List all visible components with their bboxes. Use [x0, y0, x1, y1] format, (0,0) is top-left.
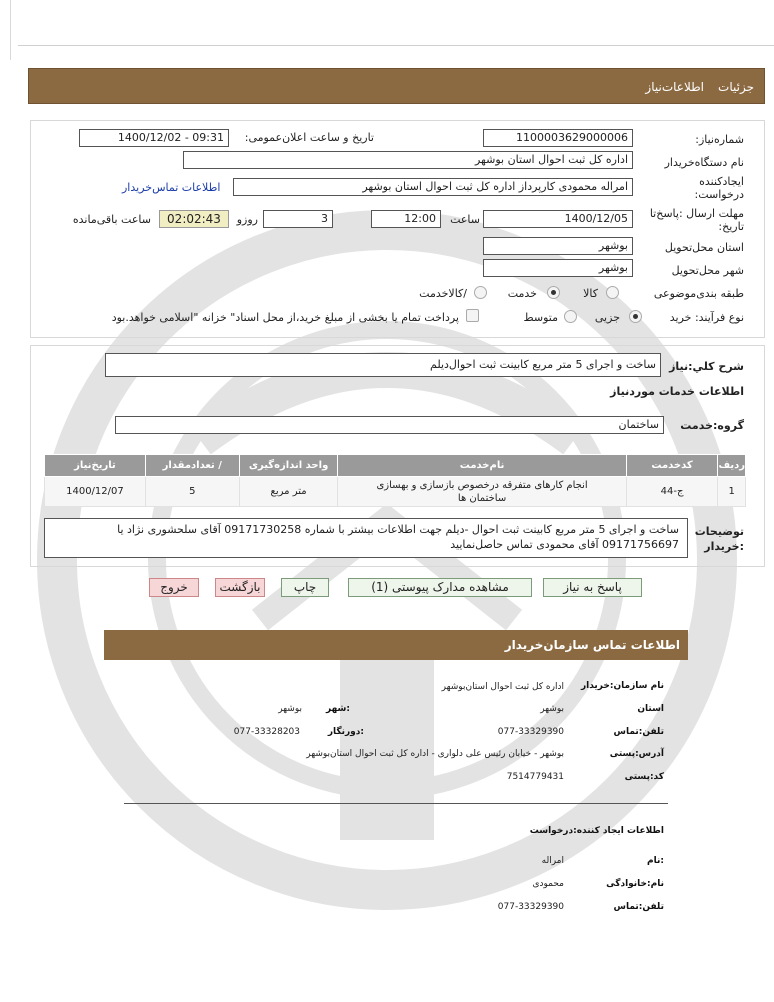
col-header-date: تاریخ‌نیاز	[45, 455, 146, 477]
announce-label: تاریخ و ساعت اعلان‌عمومی:	[244, 131, 374, 144]
city-label: شهر محل‌تحویل	[671, 264, 744, 277]
notes-line-2: 09171756697 آقای محمودی تماس حاصل‌نمایید	[450, 538, 679, 551]
creator-label: ایجادکننده	[699, 175, 744, 188]
top-rule	[18, 45, 774, 46]
cell-need-date: 1400/12/07	[45, 477, 146, 507]
back-button[interactable]: بازگشت	[215, 578, 265, 597]
deadline-label-2: تاریخ:	[718, 220, 744, 233]
category-service-radio[interactable]	[547, 286, 560, 299]
category-goods-service-radio[interactable]	[474, 286, 487, 299]
table-header-row	[45, 455, 746, 477]
notes-label-2: :خریدار	[704, 540, 744, 553]
announce-datetime-field: 1400/12/02 - 09:31	[79, 129, 229, 147]
buyer-org-label: نام دستگاه‌خریدار	[664, 156, 744, 169]
contact-province-value: بوشهر	[540, 704, 564, 714]
group-field: ساختمان	[115, 416, 664, 434]
creator-field: امراله محمودی کارپرداز اداره کل ثبت احوال استان بوشهر	[233, 178, 633, 196]
contact-province-label: استان	[637, 704, 664, 714]
contact-city-label: :شهر	[326, 704, 350, 714]
treasury-payment-note: پرداخت تمام یا بخشی از مبلغ خرید،از محل اسناد" خزانه "اسلامی خواهد.بود	[111, 311, 459, 324]
contact-fax-value: 077-33328203	[233, 727, 300, 737]
contact-phone-value: 077-33329390	[497, 727, 564, 737]
category-label: طبقه بندی‌موضوعی	[653, 287, 744, 300]
buyer-contact-link[interactable]: اطلاعات تماس‌خریدار	[122, 181, 221, 194]
contact-phone-label: تلفن:تماس	[613, 727, 664, 737]
city-field: بوشهر	[483, 259, 633, 277]
contact-address-label: آدرس:پستی	[609, 749, 664, 759]
attachments-button[interactable]: مشاهده مدارک پیوستی (1)	[348, 578, 532, 597]
need-number-field: 1100003629000006	[483, 129, 633, 147]
need-number-label: شماره‌نیاز:	[695, 133, 744, 146]
col-header-unit: واحد اندازه‌گیری	[239, 455, 338, 477]
tab-info[interactable]: اطلاعات‌نیاز	[645, 80, 704, 94]
header-bar	[28, 68, 765, 104]
remaining-timer: 02:02:43	[159, 210, 229, 228]
exit-button[interactable]: خروج	[149, 578, 199, 597]
col-header-quantity: / تعدادمقدار	[145, 455, 239, 477]
creator-family-label: نام:خانوادگی	[606, 879, 664, 889]
notes-field	[44, 518, 688, 558]
contact-section-bar	[104, 630, 688, 660]
left-rule	[10, 0, 11, 60]
buyer-org-field: اداره کل ثبت احوال استان بوشهر	[183, 151, 633, 169]
province-label: استان محل‌تحویل	[664, 241, 744, 254]
category-goods-label: کالا	[583, 287, 598, 300]
process-partial-radio[interactable]	[629, 310, 642, 323]
notes-label: توضیحات	[694, 525, 744, 538]
creator-info-title: اطلاعات ایجاد کننده:درخواست	[529, 826, 664, 836]
deadline-label: مهلت ارسال :پاسخ‌تا	[649, 207, 744, 220]
creator-name-value: امراله	[541, 856, 564, 866]
contact-postal-label: کد:پستی	[624, 772, 664, 782]
province-field: بوشهر	[483, 237, 633, 255]
contact-postal-value: 7514779431	[506, 772, 564, 782]
process-label: نوع فرآیند: خرید	[669, 311, 744, 324]
deadline-time-field: 12:00	[371, 210, 441, 228]
table-row	[45, 477, 746, 507]
col-header-service-name: نام‌خدمت	[338, 455, 626, 477]
contact-org-value: اداره کل ثبت احوال استان‌بوشهر	[441, 682, 564, 692]
category-service-label: خدمت	[507, 287, 537, 300]
treasury-payment-checkbox[interactable]	[466, 309, 479, 322]
services-title: اطلاعات خدمات موردنیاز	[610, 385, 744, 398]
cell-service-code: ج-44	[626, 477, 718, 507]
tab-details[interactable]: جزئیات	[718, 80, 754, 94]
cell-service-name: انجام کارهای متفرقه درخصوص بازسازی و بهسازی ساختمان ها	[338, 477, 626, 507]
category-goods-service-label: /کالاخدمت	[419, 287, 467, 300]
col-header-row: ردیف	[718, 455, 746, 477]
col-header-code: کدخدمت	[626, 455, 718, 477]
contact-divider	[124, 803, 668, 804]
creator-phone-value: 077-33329390	[497, 902, 564, 912]
summary-label: شرح کلي:نیاز	[669, 360, 744, 373]
print-button[interactable]: چاپ	[281, 578, 329, 597]
services-table	[44, 454, 746, 507]
creator-phone-label: تلفن:تماس	[613, 902, 664, 912]
creator-name-label: :نام	[647, 856, 664, 866]
summary-field: ساخت و اجرای 5 متر مربع کابینت ثبت احوال‌دیلم	[105, 353, 661, 377]
reply-button[interactable]: پاسخ به نیاز	[543, 578, 642, 597]
process-medium-label: متوسط	[523, 311, 558, 324]
contact-section-title: اطلاعات تماس سازمان‌خریدار	[504, 638, 680, 652]
time-label: ساعت	[450, 213, 480, 226]
remaining-label: ساعت باقی‌مانده	[72, 213, 151, 226]
cell-quantity: 5	[145, 477, 239, 507]
cell-row-number: 1	[718, 477, 746, 507]
contact-fax-label: :دورنگار	[327, 727, 364, 737]
contact-address-value: بوشهر - خیابان رئیس علی دلواری - اداره کل ثبت احوال استان‌بوشهر	[306, 749, 564, 759]
contact-org-label: نام سازمان:خریدار	[580, 681, 664, 691]
deadline-date-field: 1400/12/05	[483, 210, 633, 228]
cell-unit: متر مربع	[239, 477, 338, 507]
notes-line-1: ساخت و اجرای 5 متر مربع کابینت ثبت احوال -دیلم جهت اطلاعات بیشتر با شماره 09171730258 آقای سلحشوری نژاد یا	[117, 523, 679, 536]
category-goods-radio[interactable]	[606, 286, 619, 299]
days-label: روزو	[236, 213, 258, 226]
group-label: گروه:خدمت	[680, 419, 744, 432]
creator-family-value: محمودی	[532, 879, 564, 889]
process-partial-label: جزیی	[594, 311, 620, 324]
contact-city-value: بوشهر	[278, 704, 302, 714]
creator-label-2: درخواست:	[694, 188, 744, 201]
process-medium-radio[interactable]	[564, 310, 577, 323]
days-field: 3	[263, 210, 333, 228]
